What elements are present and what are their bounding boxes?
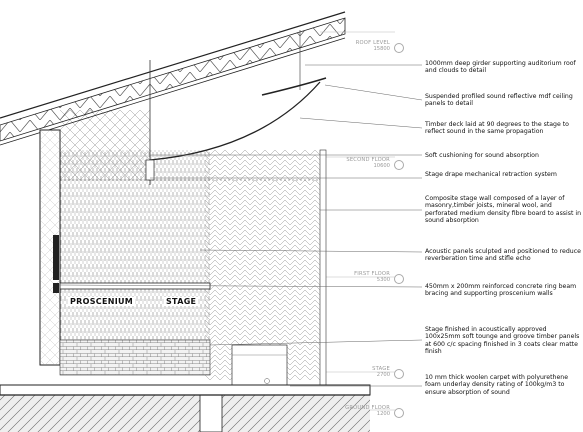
level-roof-name: ROOF LEVEL <box>355 40 390 46</box>
cushioning-panel <box>60 110 150 180</box>
level-roof <box>330 40 390 52</box>
annotation-stage-wall: Composite stage wall composed of a layer of masonry,timber joists, mineral wool, and perforated medium density fibre board to assist in sound absorption <box>425 195 581 225</box>
level-marker-icon <box>394 408 404 418</box>
level-first-floor <box>330 271 390 283</box>
stage-floor <box>0 385 370 395</box>
annotation-carpet: 10 mm thick woolen carpet with polyurethene foam underlay density rating of 100kg/m3 to ensure absorption of sound <box>425 374 568 396</box>
level-roof-value: 15800 <box>373 46 390 52</box>
proscenium-label: PROSCENIUM <box>70 297 134 306</box>
stage-box <box>232 345 287 385</box>
level-stage-value: 2700 <box>376 372 390 378</box>
annotation-girder: 1000mm deep girder supporting auditorium roof and clouds to detail <box>425 60 576 75</box>
acoustic-wall-panels <box>60 150 210 365</box>
annotation-timber-deck: Timber deck laid at 90 degrees to the stage to reflect sound in the same propagation <box>425 121 569 136</box>
level-ground-floor <box>330 405 390 417</box>
annotation-drape-system: Stage drape mechanical retraction system <box>425 171 557 178</box>
level-marker-icon <box>394 274 404 284</box>
stage-label: STAGE <box>166 297 197 306</box>
suspended-ceiling-panel <box>150 82 320 160</box>
annotation-ceiling-panels: Suspended profiled sound reflective mdf ceiling panels to detail <box>425 93 573 108</box>
annotation-soft-cushioning: Soft cushioning for sound absorption <box>425 152 539 159</box>
annotation-ring-beam: 450mm x 200mm reinforced concrete ring beam bracing and supporting proscenium walls <box>425 283 577 298</box>
roof-girder <box>0 18 345 141</box>
level-second-floor-name: SECOND FLOOR <box>346 157 390 163</box>
level-second-floor-value: 10600 <box>373 163 390 169</box>
level-stage <box>330 366 390 378</box>
level-first-floor-value: 5300 <box>376 277 390 283</box>
ground-slab <box>0 395 370 432</box>
level-first-floor-name: FIRST FLOOR <box>354 271 390 277</box>
drape-retraction-box <box>146 160 154 180</box>
level-ground-floor-name: GROUND FLOOR <box>345 405 390 411</box>
level-ground-floor-value: 1200 <box>376 411 390 417</box>
annotation-stage-finish: Stage finished in acoustically approved 100x25mm soft tounge and groove timber panels at 600 c/c spacing finished in 3 coats clear matte finish <box>425 326 580 356</box>
level-stage-name: STAGE <box>372 366 390 372</box>
annotation-acoustic-panels: Acoustic panels sculpted and positioned to reduce reverberation time and stifle echo <box>425 248 581 263</box>
level-marker-icon <box>394 43 404 53</box>
ring-beam <box>53 235 59 280</box>
level-second-floor <box>330 157 390 169</box>
level-marker-icon <box>394 369 404 379</box>
level-marker-icon <box>394 160 404 170</box>
stage-finish <box>60 340 210 375</box>
